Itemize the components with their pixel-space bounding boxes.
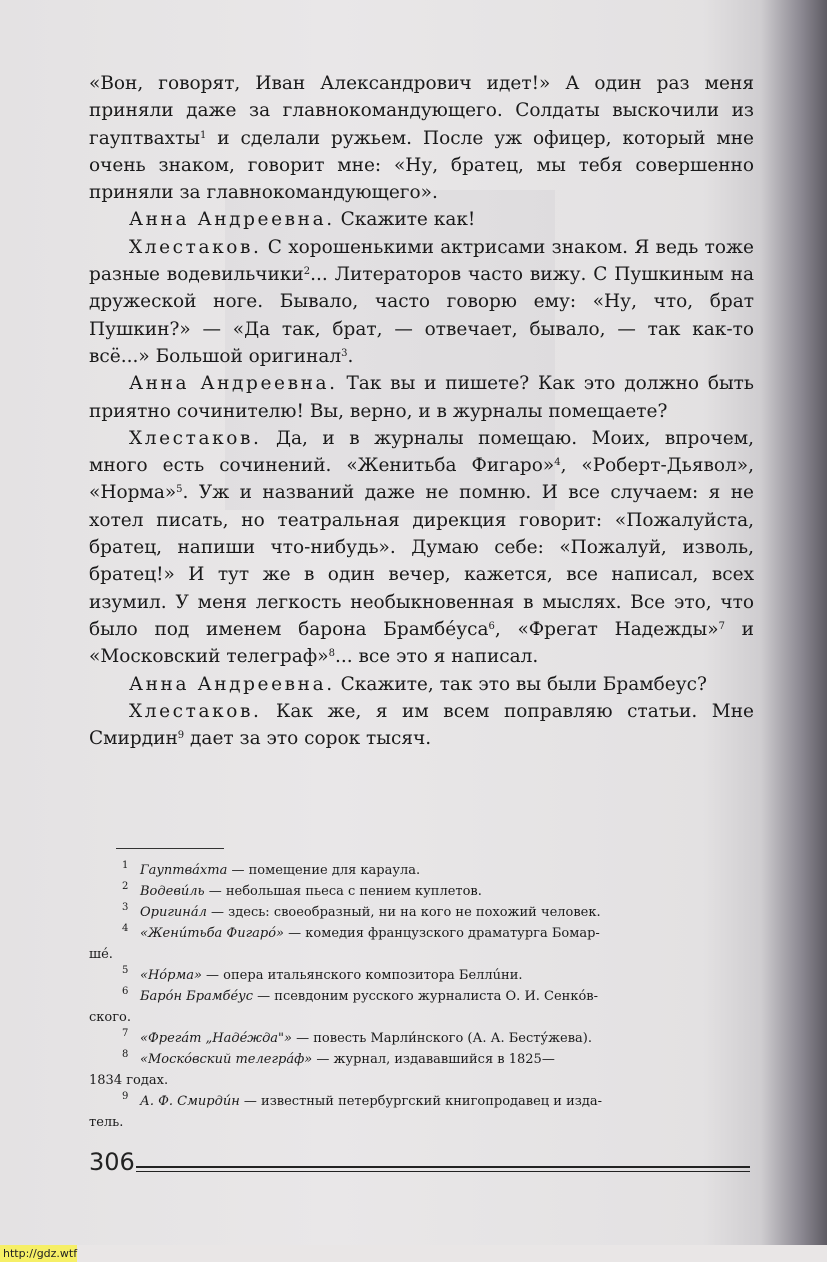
speaker-anna: Анна Андреевна. — [129, 673, 335, 695]
footnote-ref-1: 1 — [200, 129, 207, 141]
play-text — [89, 70, 754, 752]
page-footer-rule-thin — [136, 1171, 750, 1172]
page-number: 306 — [89, 1148, 135, 1176]
page-footer-rule — [136, 1166, 750, 1168]
paragraph-1: «Вон, говорят, Иван Александрович идет!» А один раз меня приняли даже за главнокомандующего. Солдаты выскочили из гауптвахты$^1$ и сделали ружьем. После уж офицер, который мне очень знаком, говорит мне: «Ну, братец, мы тебя совершенно приняли за главнокомандующего». — [89, 73, 754, 204]
footnote-9: 9 А. Ф. Смирди́н — известный петербургский книгопродавец и изда- тель. — [89, 1091, 602, 1130]
footnote-5: 5 «Нóрма» — опера итальянского композитора Беллúни. — [122, 965, 523, 983]
footnote-ref-2: 2 — [303, 266, 311, 278]
footnote-ref-9: 9 — [177, 730, 185, 742]
speaker-anna: Анна Андреевна. — [129, 373, 338, 395]
footnote-6: 6 Барóн Брамбéус — псевдоним русского журналиста О. И. Сенкóв- ского. — [89, 986, 599, 1025]
paragraph-5: Хлестаков. Да, и в журналы помещаю. Моих, впрочем, много есть сочинений. «Женитьба Фигаро»$^4$, «Роберт-Дьявол», «Норма»$^5$. Уж и названий даже не помню. И все случаем: я не хотел писать, но театральная дирекция говорит: «Пожалуйста, братец, напиши что-нибудь». Думаю себе: «Пожалуй, изволь, братец!» И тут же в один вечер, кажется, все написал, всех изумил. У меня легкость необыкновенная в мыслях. Все это, что было под именем барона Брамбéуса$^6$, «Фрегат Надежды»$^7$ и «Московский телеграф»$^8$... все это я написал. — [89, 427, 754, 668]
paragraph-7: Хлестаков. Как же, я им всем поправляю статьи. Мне Смирдин$^9$ дает за это сорок тысяч. — [89, 700, 754, 750]
footnotes — [89, 860, 749, 1133]
paragraph-6: Анна Андреевна. Скажите, так это вы были Брамбеус? — [129, 673, 707, 695]
footnote-ref-6: 6 — [488, 620, 495, 632]
footnote-1: 1 Гауптвáхта — помещение для караула. — [122, 860, 421, 878]
footnote-ref-4: 4 — [554, 457, 561, 469]
footnote-3: 3 Оригинáл — здесь: своеобразный, ни на кого не похожий человек. — [122, 902, 601, 920]
speaker-khlestakov: Хлестаков. — [129, 427, 262, 449]
footnote-ref-5: 5 — [176, 484, 183, 496]
footnote-8: 8 «Москóвский телегрáф» — журнал, издававшийся в 1825— 1834 годах. — [89, 1049, 555, 1088]
watermark-link[interactable]: http://gdz.wtf — [0, 1245, 77, 1262]
speaker-khlestakov: Хлестаков. — [129, 700, 262, 722]
paragraph-2: Анна Андреевна. Скажите как! — [129, 209, 476, 231]
paragraph-3: Хлестаков. С хорошенькими актрисами знаком. Я ведь тоже разные водевильчики$^2$... Литераторов часто вижу. С Пушкиным на дружеской ноге. Бывало, часто говорю ему: «Ну, что, брат Пушкин?» — «Да так, брат, — отвечает, бывало, — так как-то всё...» Большой оригинал$^3$. — [89, 236, 754, 367]
footnote-ref-7: 7 — [718, 620, 725, 632]
footnote-7: 7 «Фрегáт „Надéжда"» — повесть Марли́нского (А. А. Бесту́жева). — [122, 1028, 593, 1046]
footnote-ref-8: 8 — [328, 648, 335, 660]
footnote-2: 2 Водеви́ль — небольшая пьеса с пением куплетов. — [122, 881, 482, 899]
paragraph-4: Анна Андреевна. Так вы и пишете? Как это должно быть приятно сочинителю! Вы, верно, и в журналы помещаете? — [89, 373, 754, 422]
speaker-anna: Анна Андреевна. — [129, 209, 335, 231]
footnote-ref-3: 3 — [341, 347, 348, 359]
footnote-divider — [116, 848, 224, 849]
speaker-khlestakov: Хлестаков. — [129, 236, 262, 258]
footnote-4: 4 «Жени́тьба Фигарó» — комедия французского драматурга Бомар- шé. — [89, 923, 600, 962]
